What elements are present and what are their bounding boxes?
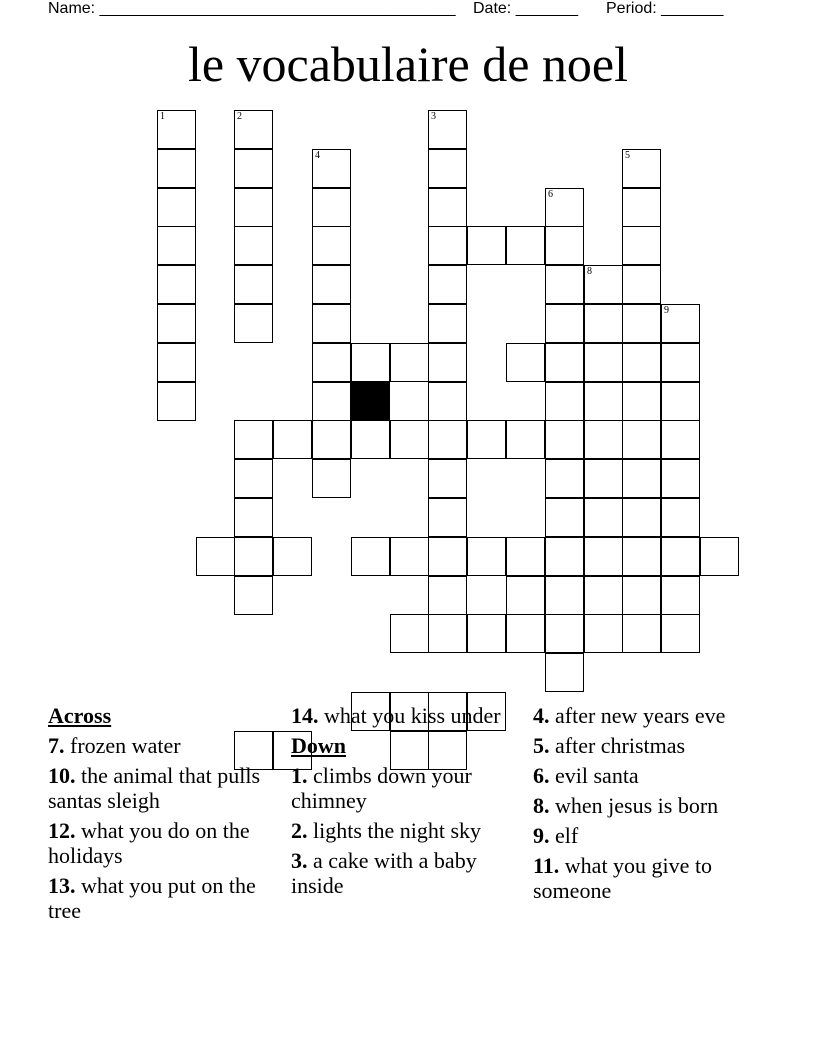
grid-cell[interactable]	[428, 188, 467, 227]
clues-section	[48, 703, 768, 1043]
grid-cell[interactable]	[622, 226, 661, 265]
clue-number: 9	[664, 305, 669, 316]
grid-cell[interactable]	[622, 420, 661, 459]
name-line: ________________________________________	[99, 0, 456, 17]
grid-cell[interactable]	[545, 226, 584, 265]
grid-cell[interactable]	[312, 226, 351, 265]
clue-item: 9. elf	[533, 823, 579, 848]
clue-number-label: 14.	[291, 703, 319, 728]
grid-cell[interactable]	[545, 498, 584, 537]
grid-cell[interactable]	[234, 498, 273, 537]
grid-cell[interactable]	[157, 382, 196, 421]
grid-cell[interactable]	[545, 343, 584, 382]
grid-cell[interactable]	[234, 265, 273, 304]
grid-cell[interactable]	[312, 265, 351, 304]
grid-cell[interactable]	[584, 265, 623, 304]
clue-item: 1. climbs down your chimney	[291, 763, 472, 813]
grid-cell[interactable]	[390, 343, 429, 382]
clue-number: 3	[431, 111, 436, 122]
clue-number-label: 11.	[533, 853, 560, 878]
grid-cell[interactable]	[312, 343, 351, 382]
grid-cell[interactable]	[506, 576, 545, 615]
grid-cell[interactable]	[545, 537, 584, 576]
grid-cell[interactable]	[467, 420, 506, 459]
clue-number-label: 9.	[533, 823, 550, 848]
period-label: Period:	[606, 0, 657, 17]
name-label: Name:	[48, 0, 96, 17]
grid-cell[interactable]	[428, 537, 467, 576]
grid-cell[interactable]	[351, 420, 390, 459]
clue-number: 1	[160, 111, 165, 122]
clue-number: 8	[587, 266, 592, 277]
grid-cell[interactable]	[428, 382, 467, 421]
grid-cell[interactable]	[234, 226, 273, 265]
grid-cell[interactable]	[622, 304, 661, 343]
grid-cell[interactable]	[428, 614, 467, 653]
grid-cell[interactable]	[584, 576, 623, 615]
grid-cell[interactable]	[622, 576, 661, 615]
grid-cell[interactable]	[390, 420, 429, 459]
grid-cell[interactable]	[545, 382, 584, 421]
grid-cell[interactable]	[428, 265, 467, 304]
page-title: le vocabulaire de noel	[187, 36, 629, 92]
grid-cell[interactable]	[157, 265, 196, 304]
grid-cell[interactable]	[157, 343, 196, 382]
clue-item: 10. the animal that pulls santas sleigh	[48, 763, 261, 813]
clue-item: 12. what you do on the holidays	[48, 818, 250, 868]
grid-cell[interactable]	[157, 188, 196, 227]
grid-cell[interactable]	[234, 576, 273, 615]
clue-item: 2. lights the night sky	[291, 818, 482, 843]
grid-cell[interactable]	[584, 537, 623, 576]
grid-cell[interactable]	[622, 188, 661, 227]
clue-number: 5	[625, 150, 630, 161]
grid-cell[interactable]	[584, 498, 623, 537]
grid-cell[interactable]	[234, 149, 273, 188]
grid-cell[interactable]	[622, 149, 661, 188]
grid-cell[interactable]	[584, 382, 623, 421]
clue-number: 4	[315, 150, 320, 161]
grid-cell[interactable]	[545, 304, 584, 343]
clue-item: 5. after christmas	[533, 733, 686, 758]
grid-cell[interactable]	[390, 614, 429, 653]
clue-number-label: 8.	[533, 793, 550, 818]
grid-cell[interactable]	[661, 343, 700, 382]
grid-cell[interactable]	[545, 188, 584, 227]
clue-number-label: 2.	[291, 818, 308, 843]
grid-cell[interactable]	[545, 420, 584, 459]
grid-cell[interactable]	[506, 343, 545, 382]
grid-cell[interactable]	[428, 420, 467, 459]
grid-cell[interactable]	[622, 459, 661, 498]
clue-number-label: 7.	[48, 733, 65, 758]
grid-cell[interactable]	[428, 149, 467, 188]
clues-column-3	[533, 703, 763, 908]
grid-cell[interactable]	[273, 420, 312, 459]
grid-cell[interactable]	[506, 226, 545, 265]
clue-item: 6. evil santa	[533, 763, 639, 788]
grid-cell[interactable]	[584, 459, 623, 498]
grid-cell[interactable]	[661, 420, 700, 459]
grid-cell[interactable]	[584, 343, 623, 382]
clue-item: 7. frozen water	[48, 733, 181, 758]
clue-number-label: 1.	[291, 763, 308, 788]
grid-cell[interactable]	[312, 459, 351, 498]
grid-cell[interactable]	[428, 459, 467, 498]
clue-item: 11. what you give to someone	[533, 853, 713, 903]
grid-cell[interactable]	[234, 537, 273, 576]
grid-cell[interactable]	[312, 188, 351, 227]
grid-cell[interactable]	[545, 653, 584, 692]
grid-cell[interactable]	[467, 614, 506, 653]
grid-cell[interactable]	[661, 304, 700, 343]
grid-cell[interactable]	[622, 498, 661, 537]
clue-number-label: 13.	[48, 873, 76, 898]
clues-column-2	[291, 703, 521, 903]
grid-cell[interactable]	[157, 226, 196, 265]
grid-cell[interactable]	[467, 226, 506, 265]
grid-cell[interactable]	[390, 537, 429, 576]
date-line: _______	[515, 0, 578, 17]
period-line: _______	[661, 0, 724, 17]
grid-cell[interactable]	[157, 304, 196, 343]
clue-number: 6	[548, 189, 553, 200]
clue-number-label: 5.	[533, 733, 550, 758]
clue-number-label: 10.	[48, 763, 76, 788]
clue-item: 4. after new years eve	[533, 703, 726, 728]
grid-cell[interactable]	[622, 614, 661, 653]
grid-cell[interactable]	[157, 149, 196, 188]
grid-cell[interactable]	[584, 614, 623, 653]
grid-cell[interactable]	[312, 382, 351, 421]
clue-heading: Down	[291, 733, 347, 758]
grid-cell[interactable]	[234, 110, 273, 149]
clue-heading: Across	[48, 703, 112, 728]
grid-cell[interactable]	[622, 265, 661, 304]
grid-cell[interactable]	[622, 382, 661, 421]
grid-cell[interactable]	[545, 459, 584, 498]
grid-cell[interactable]	[584, 420, 623, 459]
grid-cell[interactable]	[351, 343, 390, 382]
grid-cell[interactable]	[661, 382, 700, 421]
grid-cell[interactable]	[428, 343, 467, 382]
grid-cell[interactable]	[234, 188, 273, 227]
grid-cell[interactable]	[234, 459, 273, 498]
grid-cell[interactable]	[467, 537, 506, 576]
grid-cell[interactable]	[428, 498, 467, 537]
grid-cell[interactable]	[661, 537, 700, 576]
grid-cell[interactable]	[545, 576, 584, 615]
grid-cell[interactable]	[157, 110, 196, 149]
grid-cell[interactable]	[506, 537, 545, 576]
grid-cell[interactable]	[622, 343, 661, 382]
clue-number-label: 4.	[533, 703, 550, 728]
grid-cell[interactable]	[312, 420, 351, 459]
clue-item: 8. when jesus is born	[533, 793, 719, 818]
clue-number: 2	[237, 111, 242, 122]
grid-cell[interactable]	[584, 304, 623, 343]
grid-cell[interactable]	[661, 498, 700, 537]
grid-cell[interactable]	[506, 614, 545, 653]
grid-cell[interactable]	[545, 265, 584, 304]
grid-cell[interactable]	[700, 537, 739, 576]
grid-cell[interactable]	[661, 576, 700, 615]
grid-cell[interactable]	[428, 110, 467, 149]
grid-cell[interactable]	[273, 537, 312, 576]
clue-number-label: 3.	[291, 848, 308, 873]
grid-cell[interactable]	[545, 614, 584, 653]
grid-cell[interactable]	[661, 614, 700, 653]
clue-number-label: 6.	[533, 763, 550, 788]
grid-cell[interactable]	[622, 537, 661, 576]
clue-item: 13. what you put on the tree	[48, 873, 256, 923]
clue-item: 14. what you kiss under	[291, 703, 501, 728]
grid-cell[interactable]	[428, 576, 467, 615]
clue-item: 3. a cake with a baby inside	[291, 848, 477, 898]
grid-block	[351, 382, 390, 421]
grid-cell[interactable]	[312, 304, 351, 343]
grid-cell[interactable]	[312, 149, 351, 188]
clues-column-1	[48, 703, 278, 928]
grid-cell[interactable]	[351, 537, 390, 576]
grid-cell[interactable]	[196, 537, 235, 576]
grid-cell[interactable]	[661, 459, 700, 498]
grid-cell[interactable]	[506, 420, 545, 459]
clue-number-label: 12.	[48, 818, 76, 843]
date-label: Date:	[473, 0, 512, 17]
grid-cell[interactable]	[428, 226, 467, 265]
grid-cell[interactable]	[428, 304, 467, 343]
grid-cell[interactable]	[234, 420, 273, 459]
grid-cell[interactable]	[234, 304, 273, 343]
